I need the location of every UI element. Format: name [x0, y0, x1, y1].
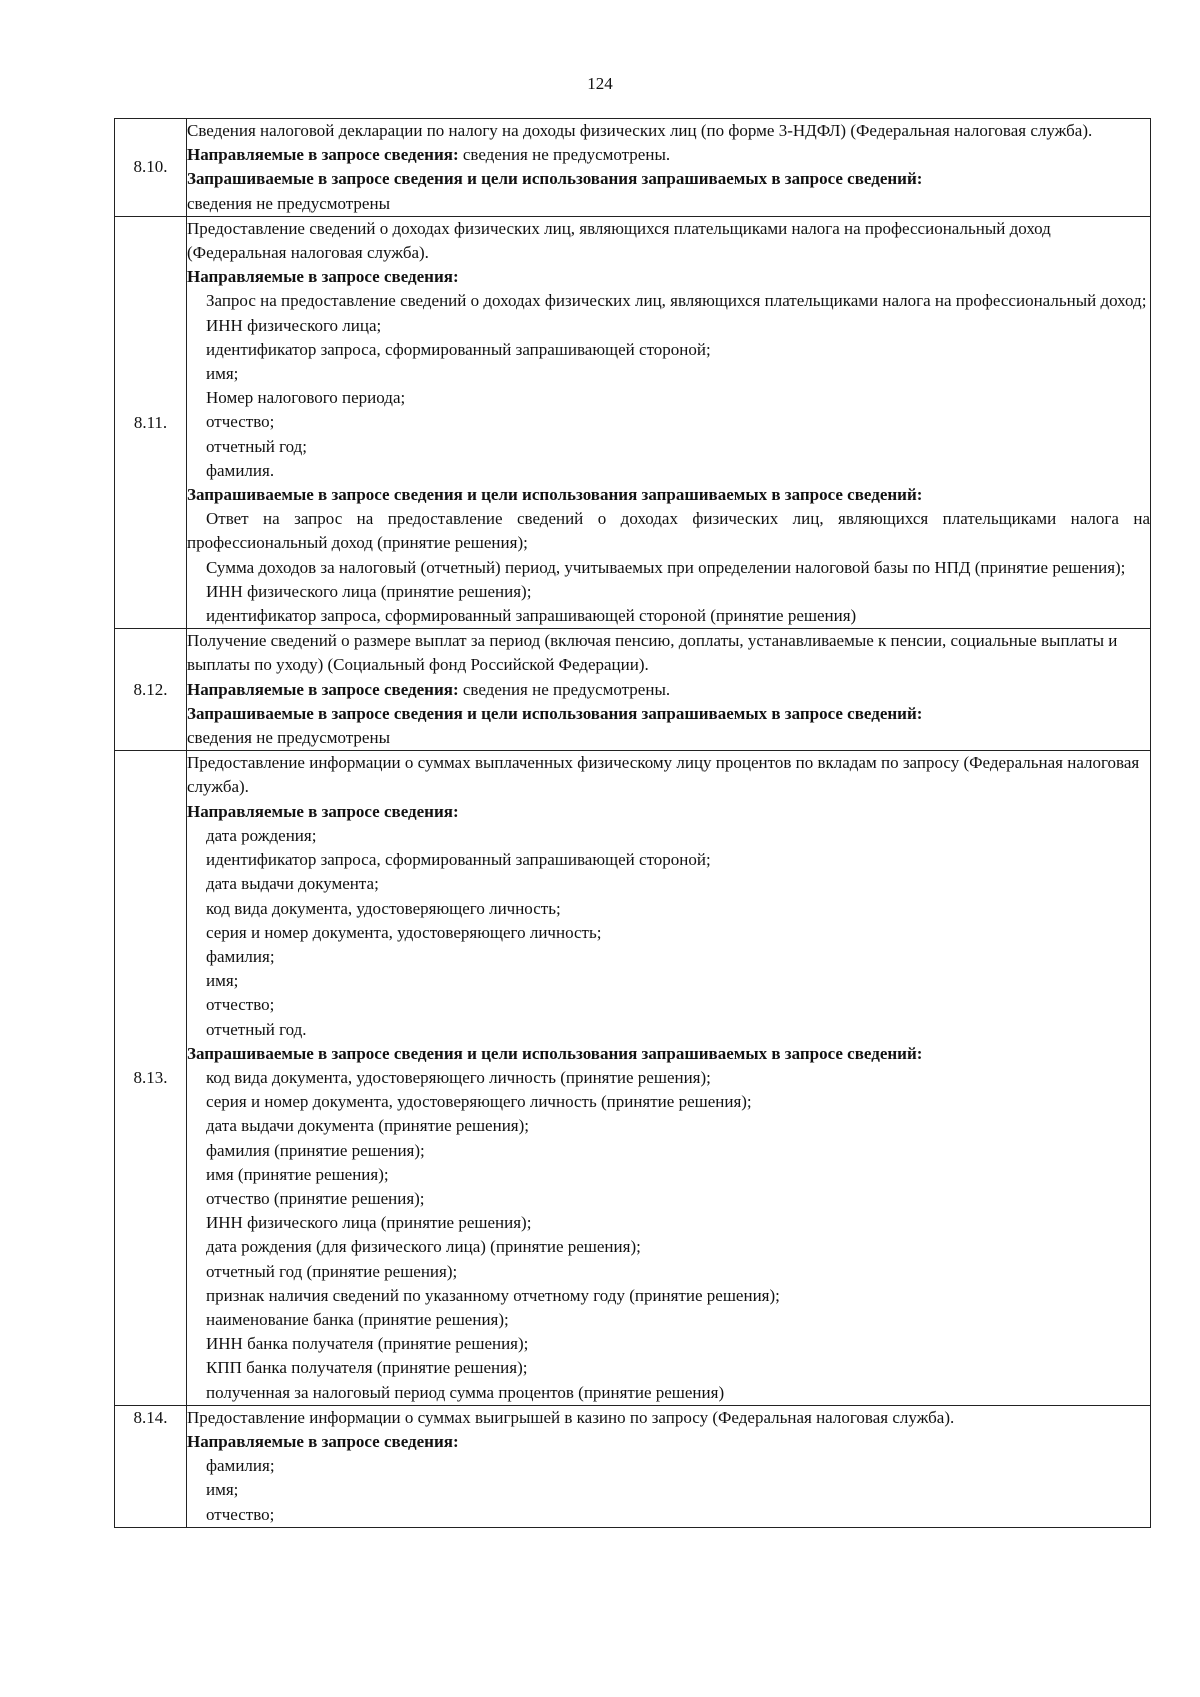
list-item: серия и номер документа, удостоверяющего личность (принятие решения); — [206, 1092, 752, 1112]
row-number: 8.10. — [115, 119, 187, 217]
list-item: Номер налогового периода; — [206, 388, 406, 408]
list-item: фамилия; — [206, 1456, 275, 1476]
table-row — [115, 1405, 1151, 1527]
sent-label: Направляемые в запросе сведения: — [187, 679, 459, 699]
list-item: Запрос на предоставление сведений о доходах физических лиц, являющихся плательщиками налога на профессиональный доход; — [206, 291, 1147, 311]
table-row — [115, 119, 1151, 217]
list-item: идентификатор запроса, сформированный запрашивающей стороной; — [206, 850, 711, 870]
list-item: ИНН банка получателя (принятие решения); — [206, 1334, 529, 1354]
row-number: 8.12. — [115, 629, 187, 751]
row-title: Предоставление сведений о доходах физических лиц, являющихся плательщиками налога на профессиональный доход (Федеральная налоговая служба). — [187, 218, 1051, 263]
requests-table — [114, 118, 1151, 1528]
row-number: 8.11. — [115, 216, 187, 628]
list-item: имя; — [206, 1480, 239, 1500]
list-item: дата выдачи документа (принятие решения); — [206, 1116, 529, 1136]
list-item: Сумма доходов за налоговый (отчетный) период, учитываемых при определении налоговой базы по НПД (принятие решения); — [206, 557, 1126, 577]
sent-section — [187, 678, 1150, 702]
row-content — [187, 1405, 1151, 1527]
list-item: фамилия. — [206, 460, 275, 480]
sent-text: сведения не предусмотрены. — [458, 145, 671, 165]
list-item: дата рождения (для физического лица) (принятие решения); — [206, 1237, 641, 1257]
table-row — [115, 751, 1151, 1405]
sent-label: Направляемые в запросе сведения: — [187, 1431, 459, 1451]
list-item: дата выдачи документа; — [206, 874, 379, 894]
list-item: имя (принятие решения); — [206, 1164, 389, 1184]
row-content — [187, 216, 1151, 628]
row-content — [187, 751, 1151, 1405]
table-row — [115, 629, 1151, 751]
requested-label: Запрашиваемые в запросе сведения и цели использования запрашиваемых в запросе сведений: — [187, 485, 923, 505]
list-item: отчество; — [206, 412, 275, 432]
table-row — [115, 216, 1151, 628]
list-item: код вида документа, удостоверяющего личность; — [206, 898, 561, 918]
list-item: фамилия (принятие решения); — [206, 1140, 425, 1160]
list-item: Ответ на запрос на предоставление сведений о доходах физических лиц, являющихся плательщиками налога на профессиональный доход (принятие решения); — [187, 509, 1150, 553]
list-item: имя; — [206, 364, 239, 384]
sent-section — [187, 143, 1150, 167]
list-item: ИНН физического лица (принятие решения); — [206, 1213, 532, 1233]
list-item: КПП банка получателя (принятие решения); — [206, 1358, 528, 1378]
list-item: признак наличия сведений по указанному отчетному году (принятие решения); — [206, 1285, 780, 1305]
list-item: отчество; — [206, 1504, 275, 1524]
list-item: полученная за налоговый период сумма процентов (принятие решения) — [206, 1382, 725, 1402]
requested-label: Запрашиваемые в запросе сведения и цели использования запрашиваемых в запросе сведений: — [187, 703, 923, 723]
sent-label: Направляемые в запросе сведения: — [187, 145, 459, 165]
row-number: 8.13. — [115, 751, 187, 1405]
list-item: отчество; — [206, 995, 275, 1015]
requested-text: сведения не предусмотрены — [187, 193, 390, 213]
list-item: ИНН физического лица (принятие решения); — [206, 581, 532, 601]
row-content — [187, 119, 1151, 217]
requested-text: сведения не предусмотрены — [187, 728, 390, 748]
list-item: отчетный год. — [206, 1019, 307, 1039]
list-item: ИНН физического лица; — [206, 315, 382, 335]
list-item: серия и номер документа, удостоверяющего личность; — [206, 922, 602, 942]
row-title: Сведения налоговой декларации по налогу на доходы физических лиц (по форме 3-НДФЛ) (Федеральная налоговая служба). — [187, 121, 1093, 140]
sent-label: Направляемые в запросе сведения: — [187, 267, 459, 287]
list-item: имя; — [206, 971, 239, 991]
page-number: 124 — [587, 74, 613, 93]
row-title: Получение сведений о размере выплат за период (включая пенсию, доплаты, устанавливаемые к пенсии, социальные выплаты и выплаты по уходу) (Социальный фонд Российской Федерации). — [187, 631, 1118, 675]
list-item: идентификатор запроса, сформированный запрашивающей стороной (принятие решения) — [206, 606, 857, 626]
list-item: отчетный год; — [206, 436, 308, 456]
sent-text: сведения не предусмотрены. — [458, 679, 671, 699]
requested-label: Запрашиваемые в запросе сведения и цели использования запрашиваемых в запросе сведений: — [187, 169, 923, 189]
row-title: Предоставление информации о суммах выигрышей в казино по запросу (Федеральная налоговая служба). — [187, 1407, 955, 1427]
row-title: Предоставление информации о суммах выплаченных физическому лицу процентов по вкладам по запросу (Федеральная налоговая служба). — [187, 753, 1140, 797]
list-item: код вида документа, удостоверяющего личность (принятие решения); — [206, 1067, 711, 1087]
list-item: отчетный год (принятие решения); — [206, 1261, 458, 1281]
list-item: наименование банка (принятие решения); — [206, 1309, 509, 1329]
row-number: 8.14. — [115, 1405, 187, 1527]
row-content — [187, 629, 1151, 751]
requested-label: Запрашиваемые в запросе сведения и цели использования запрашиваемых в запросе сведений: — [187, 1043, 923, 1063]
list-item: идентификатор запроса, сформированный запрашивающей стороной; — [206, 339, 711, 359]
list-item: отчество (принятие решения); — [206, 1188, 425, 1208]
list-item: фамилия; — [206, 946, 275, 966]
sent-label: Направляемые в запросе сведения: — [187, 801, 459, 821]
list-item: дата рождения; — [206, 825, 317, 845]
